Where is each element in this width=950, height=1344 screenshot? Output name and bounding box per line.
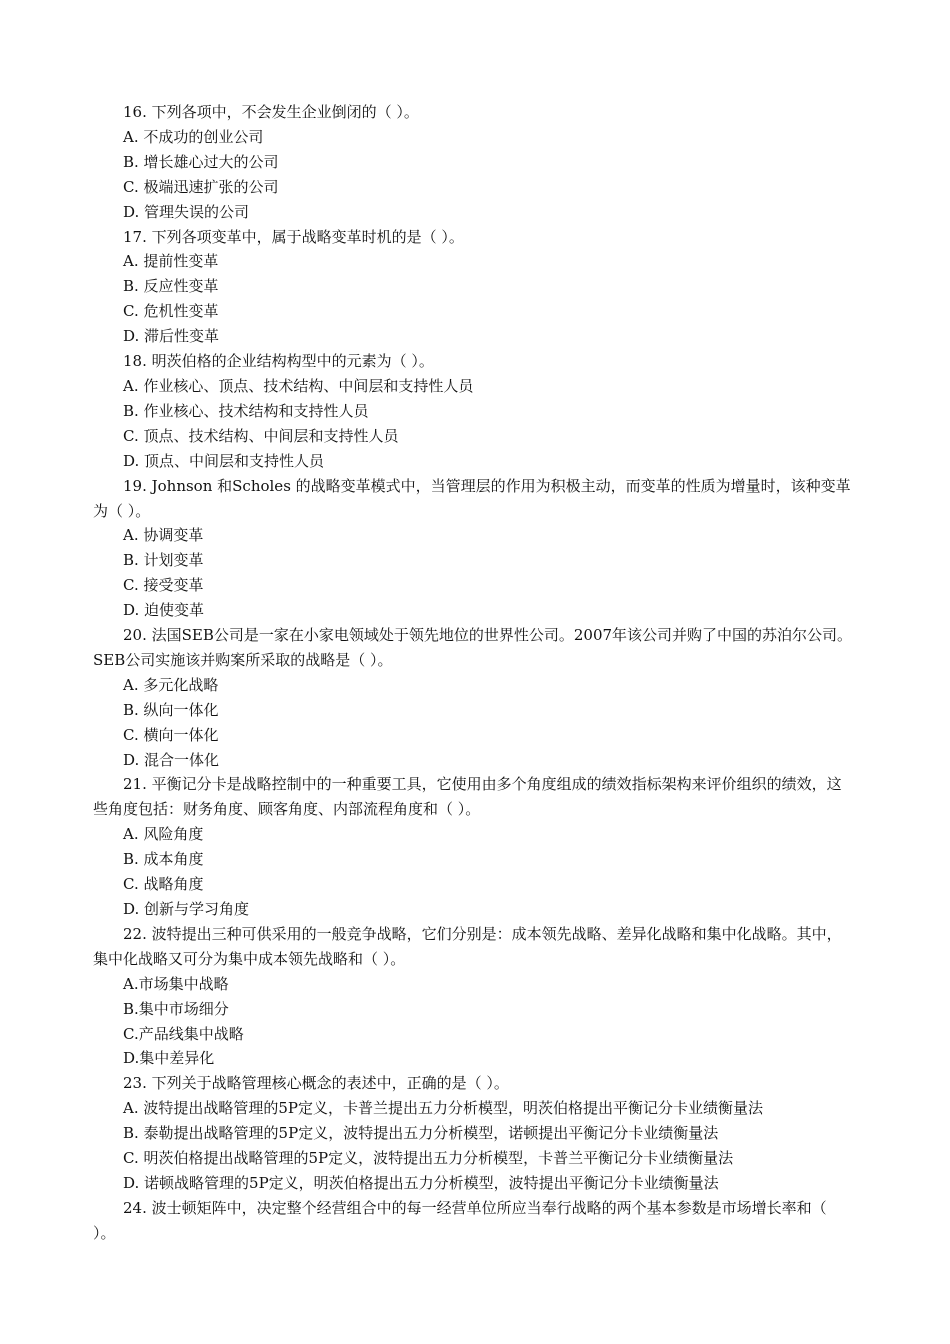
answer-option: D. 创新与学习角度: [123, 900, 250, 918]
question-block: [93, 225, 853, 350]
answer-option: A. 多元化战略: [123, 675, 219, 694]
question-block: [93, 1071, 853, 1196]
question-stem: 24. 波士顿矩阵中，决定整个经营组合中的每一经营单位所应当奉行战略的两个基本参数是市场增长率和（ ）。: [93, 1198, 827, 1242]
answer-option: D. 管理失误的公司: [123, 202, 250, 221]
answer-option: A. 提前性变革: [123, 252, 219, 271]
answer-option: B. 泰勒提出战略管理的5P定义，波特提出五力分析模型，诺顿提出平衡记分卡业绩衡量法: [123, 1124, 719, 1143]
answer-option: B. 成本角度: [123, 850, 204, 869]
answer-option: C. 接受变革: [123, 576, 204, 595]
answer-option: C. 明茨伯格提出战略管理的5P定义，波特提出五力分析模型，卡普兰平衡记分卡业绩衡量法: [123, 1149, 734, 1168]
answer-options: [93, 249, 853, 349]
answer-option: D. 顶点、中间层和支持性人员: [123, 451, 325, 470]
answer-option: A. 波特提出战略管理的5P定义，卡普兰提出五力分析模型，明茨伯格提出平衡记分卡业绩衡量法: [123, 1099, 764, 1118]
answer-option: A. 不成功的创业公司: [123, 127, 264, 146]
answer-option: B.集中市场细分: [123, 999, 229, 1018]
answer-option: A. 作业核心、顶点、技术结构、中间层和支持性人员: [123, 376, 474, 395]
answer-options: [93, 1096, 853, 1196]
question-stem: 20. 法国SEB公司是一家在小家电领域处于领先地位的世界性公司。2007年该公司并购了中国的苏泊尔公司。SEB公司实施该并购案所采取的战略是（ ）。: [93, 626, 853, 669]
answer-option: C. 横向一体化: [123, 725, 219, 744]
question-block: [93, 349, 853, 474]
question-stem: 22. 波特提出三种可供采用的一般竞争战略，它们分别是：成本领先战略、差异化战略和集中化战略。其中，集中化战略又可分为集中成本领先战略和（ ）。: [93, 924, 842, 968]
answer-option: A. 风险角度: [123, 825, 204, 844]
answer-options: [93, 972, 853, 1072]
answer-option: C. 极端迅速扩张的公司: [123, 177, 279, 196]
answer-option: B. 作业核心、技术结构和支持性人员: [123, 401, 369, 420]
question-block: [93, 100, 853, 225]
answer-option: A. 协调变革: [123, 526, 204, 545]
answer-option: B. 反应性变革: [123, 277, 219, 296]
question-block: [93, 474, 853, 623]
question-stem: 18. 明茨伯格的企业结构构型中的元素为（ ）。: [123, 352, 434, 371]
answer-option: D. 诺顿战略管理的5P定义，明茨伯格提出五力分析模型，波特提出平衡记分卡业绩衡量法: [123, 1173, 719, 1192]
answer-option: D. 迫使变革: [123, 601, 205, 620]
answer-option: C. 顶点、技术结构、中间层和支持性人员: [123, 426, 399, 445]
answer-option: C.产品线集中战略: [123, 1024, 244, 1043]
answer-option: D.集中差异化: [123, 1049, 215, 1068]
answer-option: D. 滞后性变革: [123, 327, 220, 346]
answer-option: D. 混合一体化: [123, 750, 220, 769]
question-block: [93, 623, 853, 772]
question-block: [93, 1196, 853, 1246]
answer-option: C. 战略角度: [123, 875, 204, 894]
answer-options: [93, 523, 853, 623]
question-block: [93, 772, 853, 921]
answer-options: [93, 125, 853, 225]
question-stem: 19. Johnson 和Scholes 的战略变革模式中，当管理层的作用为积极主动，而变革的性质为增量时，该种变革为（ ）。: [93, 476, 851, 520]
answer-options: [93, 374, 853, 474]
question-stem: 17. 下列各项变革中，属于战略变革时机的是（ ）。: [123, 227, 464, 246]
answer-options: [93, 673, 853, 773]
answer-options: [93, 822, 853, 922]
question-stem: 16. 下列各项中，不会发生企业倒闭的（ ）。: [123, 103, 419, 121]
answer-option: A.市场集中战略: [123, 974, 229, 993]
answer-option: C. 危机性变革: [123, 302, 219, 321]
document-page: [93, 100, 853, 1246]
question-block: [93, 922, 853, 1071]
question-stem: 23. 下列关于战略管理核心概念的表述中，正确的是（ ）。: [123, 1074, 509, 1093]
answer-option: B. 纵向一体化: [123, 700, 219, 719]
answer-option: B. 增长雄心过大的公司: [123, 152, 279, 171]
answer-option: B. 计划变革: [123, 551, 204, 570]
question-stem: 21. 平衡记分卡是战略控制中的一种重要工具，它使用由多个角度组成的绩效指标架构来评价组织的绩效，这些角度包括：财务角度、顾客角度、内部流程角度和（ ）。: [93, 775, 842, 819]
